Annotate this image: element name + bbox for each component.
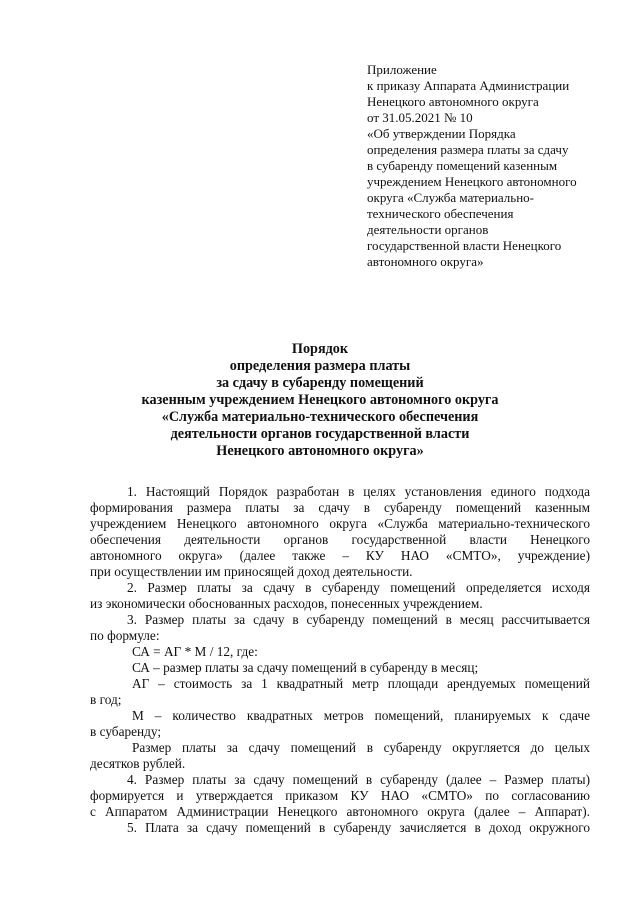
appendix-line: Ненецкого автономного округа [367,94,539,109]
formula-line: СА = АГ * М / 12, где: [132,644,258,659]
body-line: автономного округа» (далее также – КУ НАО «СМТО», учреждение) [90,548,590,563]
document-title [0,341,640,460]
title-line: Ненецкого автономного округа» [216,443,424,459]
appendix-line: определения размера платы за сдачу [367,142,569,157]
appendix-line: технического обеспечения [367,206,514,221]
body-line: учреждением Ненецкого автономного округа «Служба материально-технического [90,516,590,531]
appendix-line: к приказу Аппарата Администрации [367,78,570,93]
appendix-line: «Об утверждении Порядка [367,126,516,141]
appendix-line: автономного округа» [367,254,484,269]
appendix-line: Приложение [367,62,437,77]
body-line: десятков рублей. [90,756,186,771]
title-line: «Служба материально-технического обеспечения [161,409,479,425]
body-line: СА – размер платы за сдачу помещений в субаренду в месяц; [132,660,479,675]
body-line: АГ – стоимость за 1 квадратный метр площади арендуемых помещений [132,676,590,691]
appendix-line: округа «Служба материально- [367,190,534,205]
body-line: 5. Плата за сдачу помещений в субаренду зачисляется в доход окружного [127,820,590,835]
body-line: формирования размера платы за сдачу в субаренду помещений казенным [90,500,590,515]
title-line: деятельности органов государственной власти [170,426,470,442]
body-line: с Аппаратом Администрации Ненецкого автономного округа (далее – Аппарат). [90,804,590,819]
body-line: Размер платы за сдачу помещений в субаренду округляется до целых [132,740,590,755]
body-line: формируется и утверждается приказом КУ НАО «СМТО» по согласованию [90,788,590,803]
body-line: в год; [90,692,122,707]
body-line: М – количество квадратных метров помещений, планируемых к сдаче [132,708,590,723]
appendix-line: деятельности органов [367,222,489,237]
title-line: за сдачу в субаренду помещений [216,375,424,391]
title-line: казенным учреждением Ненецкого автономного округа [141,392,499,408]
body-line: в субаренду; [90,724,162,739]
title-line: Порядок [291,341,349,357]
appendix-line: учреждением Ненецкого автономного [367,174,577,189]
title-line: определения размера платы [229,358,411,374]
appendix-block [367,62,627,270]
body-line: обеспечения деятельности органов государственной власти Ненецкого [90,532,590,547]
appendix-line: от 31.05.2021 № 10 [367,110,473,125]
body-line: 2. Размер платы за сдачу в субаренду помещений определяется исходя [127,580,590,595]
body-line: 1. Настоящий Порядок разработан в целях установления единого подхода [127,484,590,499]
body-line: 3. Размер платы за сдачу в субаренду помещений в месяц рассчитывается [127,612,590,627]
body-line: при осуществлении им приносящей доход деятельности. [90,564,413,579]
body-line: из экономически обоснованных расходов, понесенных учреждением. [90,596,483,611]
body-line: по формуле: [90,628,160,643]
appendix-line: государственной власти Ненецкого [367,238,562,253]
body-line: 4. Размер платы за сдачу помещений в субаренду (далее – Размер платы) [127,772,590,787]
document-body [90,484,590,836]
appendix-line: в субаренду помещений казенным [367,158,558,173]
